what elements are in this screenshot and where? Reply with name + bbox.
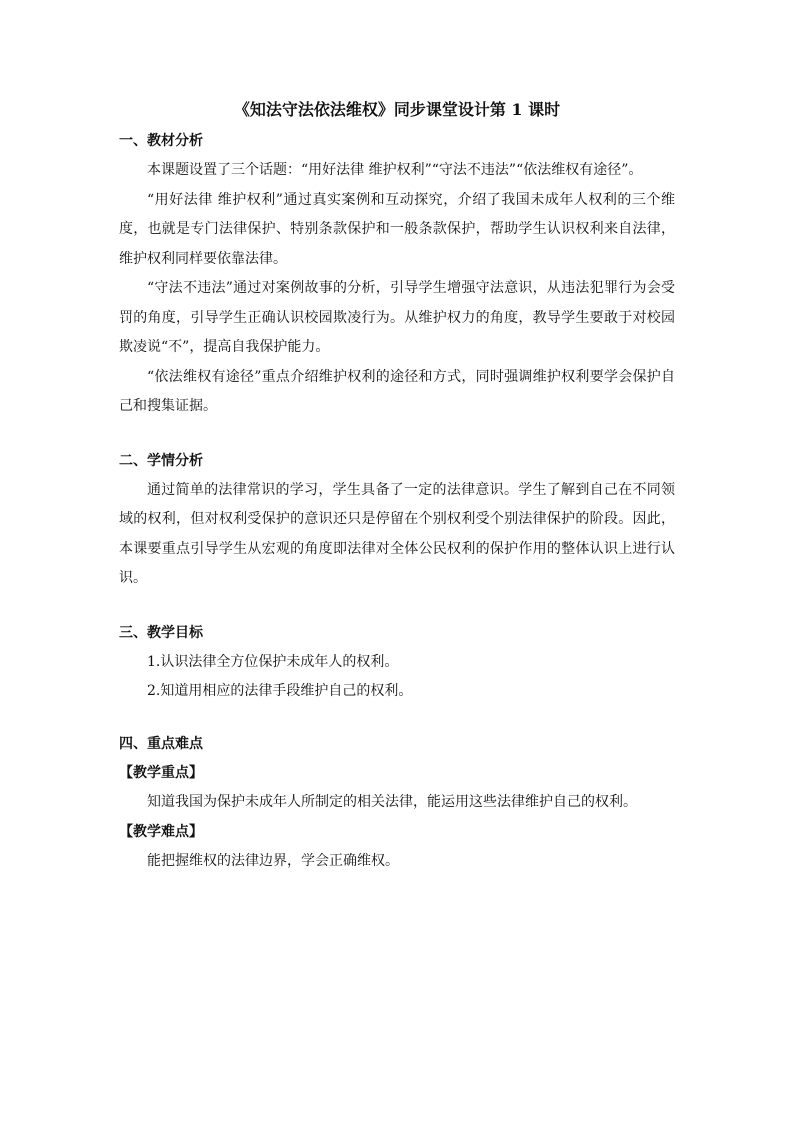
paragraph: 通过简单的法律常识的学习，学生具备了一定的法律意识。学生了解到自己在不同领域的权利，但对权利受保护的意识还只是停留在个别权利受个别法律保护的阶段。因此，本课要重点引导学生从宏观的角度即法律对全体公民权利的保护作用的整体认识上进行认识。 xyxy=(119,481,675,586)
section-teaching-goals xyxy=(119,622,675,707)
section-textbook-analysis xyxy=(119,130,675,422)
section-heading: 一、教材分析 xyxy=(119,133,203,149)
paragraph: “依法维权有途径”重点介绍维护权利的途径和方式，同时强调维护权利要学会保护自己和搜集证据。 xyxy=(119,368,675,414)
spacer xyxy=(119,594,675,622)
goal-item: 2.知道用相应的法律手段维护自己的权利。 xyxy=(147,683,413,699)
paragraph: “用好法律 维护权利”通过真实案例和互动探究，介绍了我国未成年人权利的三个维度，也就是专门法律保护、特别条款保护和一般条款保护，帮助学生认识权利来自法律，维护权利同样要依靠法律。 xyxy=(119,191,675,267)
section-heading: 四、重点难点 xyxy=(119,735,203,752)
paragraph: “守法不违法”通过对案例故事的分析，引导学生增强守法意识，从违法犯罪行为会受罚的角度，引导学生正确认识校园欺凌行为。从维护权力的角度，教导学生要敢于对校园欺凌说“不”，提高自我保护能力。 xyxy=(119,280,675,355)
difficult-point-label: 【教学难点】 xyxy=(119,823,203,840)
section-heading: 二、学情分析 xyxy=(119,452,203,469)
paragraph: 本课题设置了三个话题：“用好法律 维护权利”“守法不违法”“依法维权有途径”。 xyxy=(147,162,643,178)
difficult-point-text: 能把握维权的法律边界，学会正确维权。 xyxy=(147,853,399,869)
spacer xyxy=(119,707,675,733)
document-title: 《知法守法依法维权》同步课堂设计第 1 课时 xyxy=(233,100,561,119)
document-body xyxy=(119,98,675,877)
spacer xyxy=(119,422,675,450)
section-learner-analysis xyxy=(119,450,675,594)
section-heading: 三、教学目标 xyxy=(119,624,203,641)
key-point-label: 【教学重点】 xyxy=(119,764,203,781)
section-key-difficult-points xyxy=(119,733,675,877)
key-point-text: 知道我国为保护未成年人所制定的相关法律，能运用这些法律维护自己的权利。 xyxy=(147,794,637,810)
goal-item: 1.认识法律全方位保护未成年人的权利。 xyxy=(147,653,399,670)
